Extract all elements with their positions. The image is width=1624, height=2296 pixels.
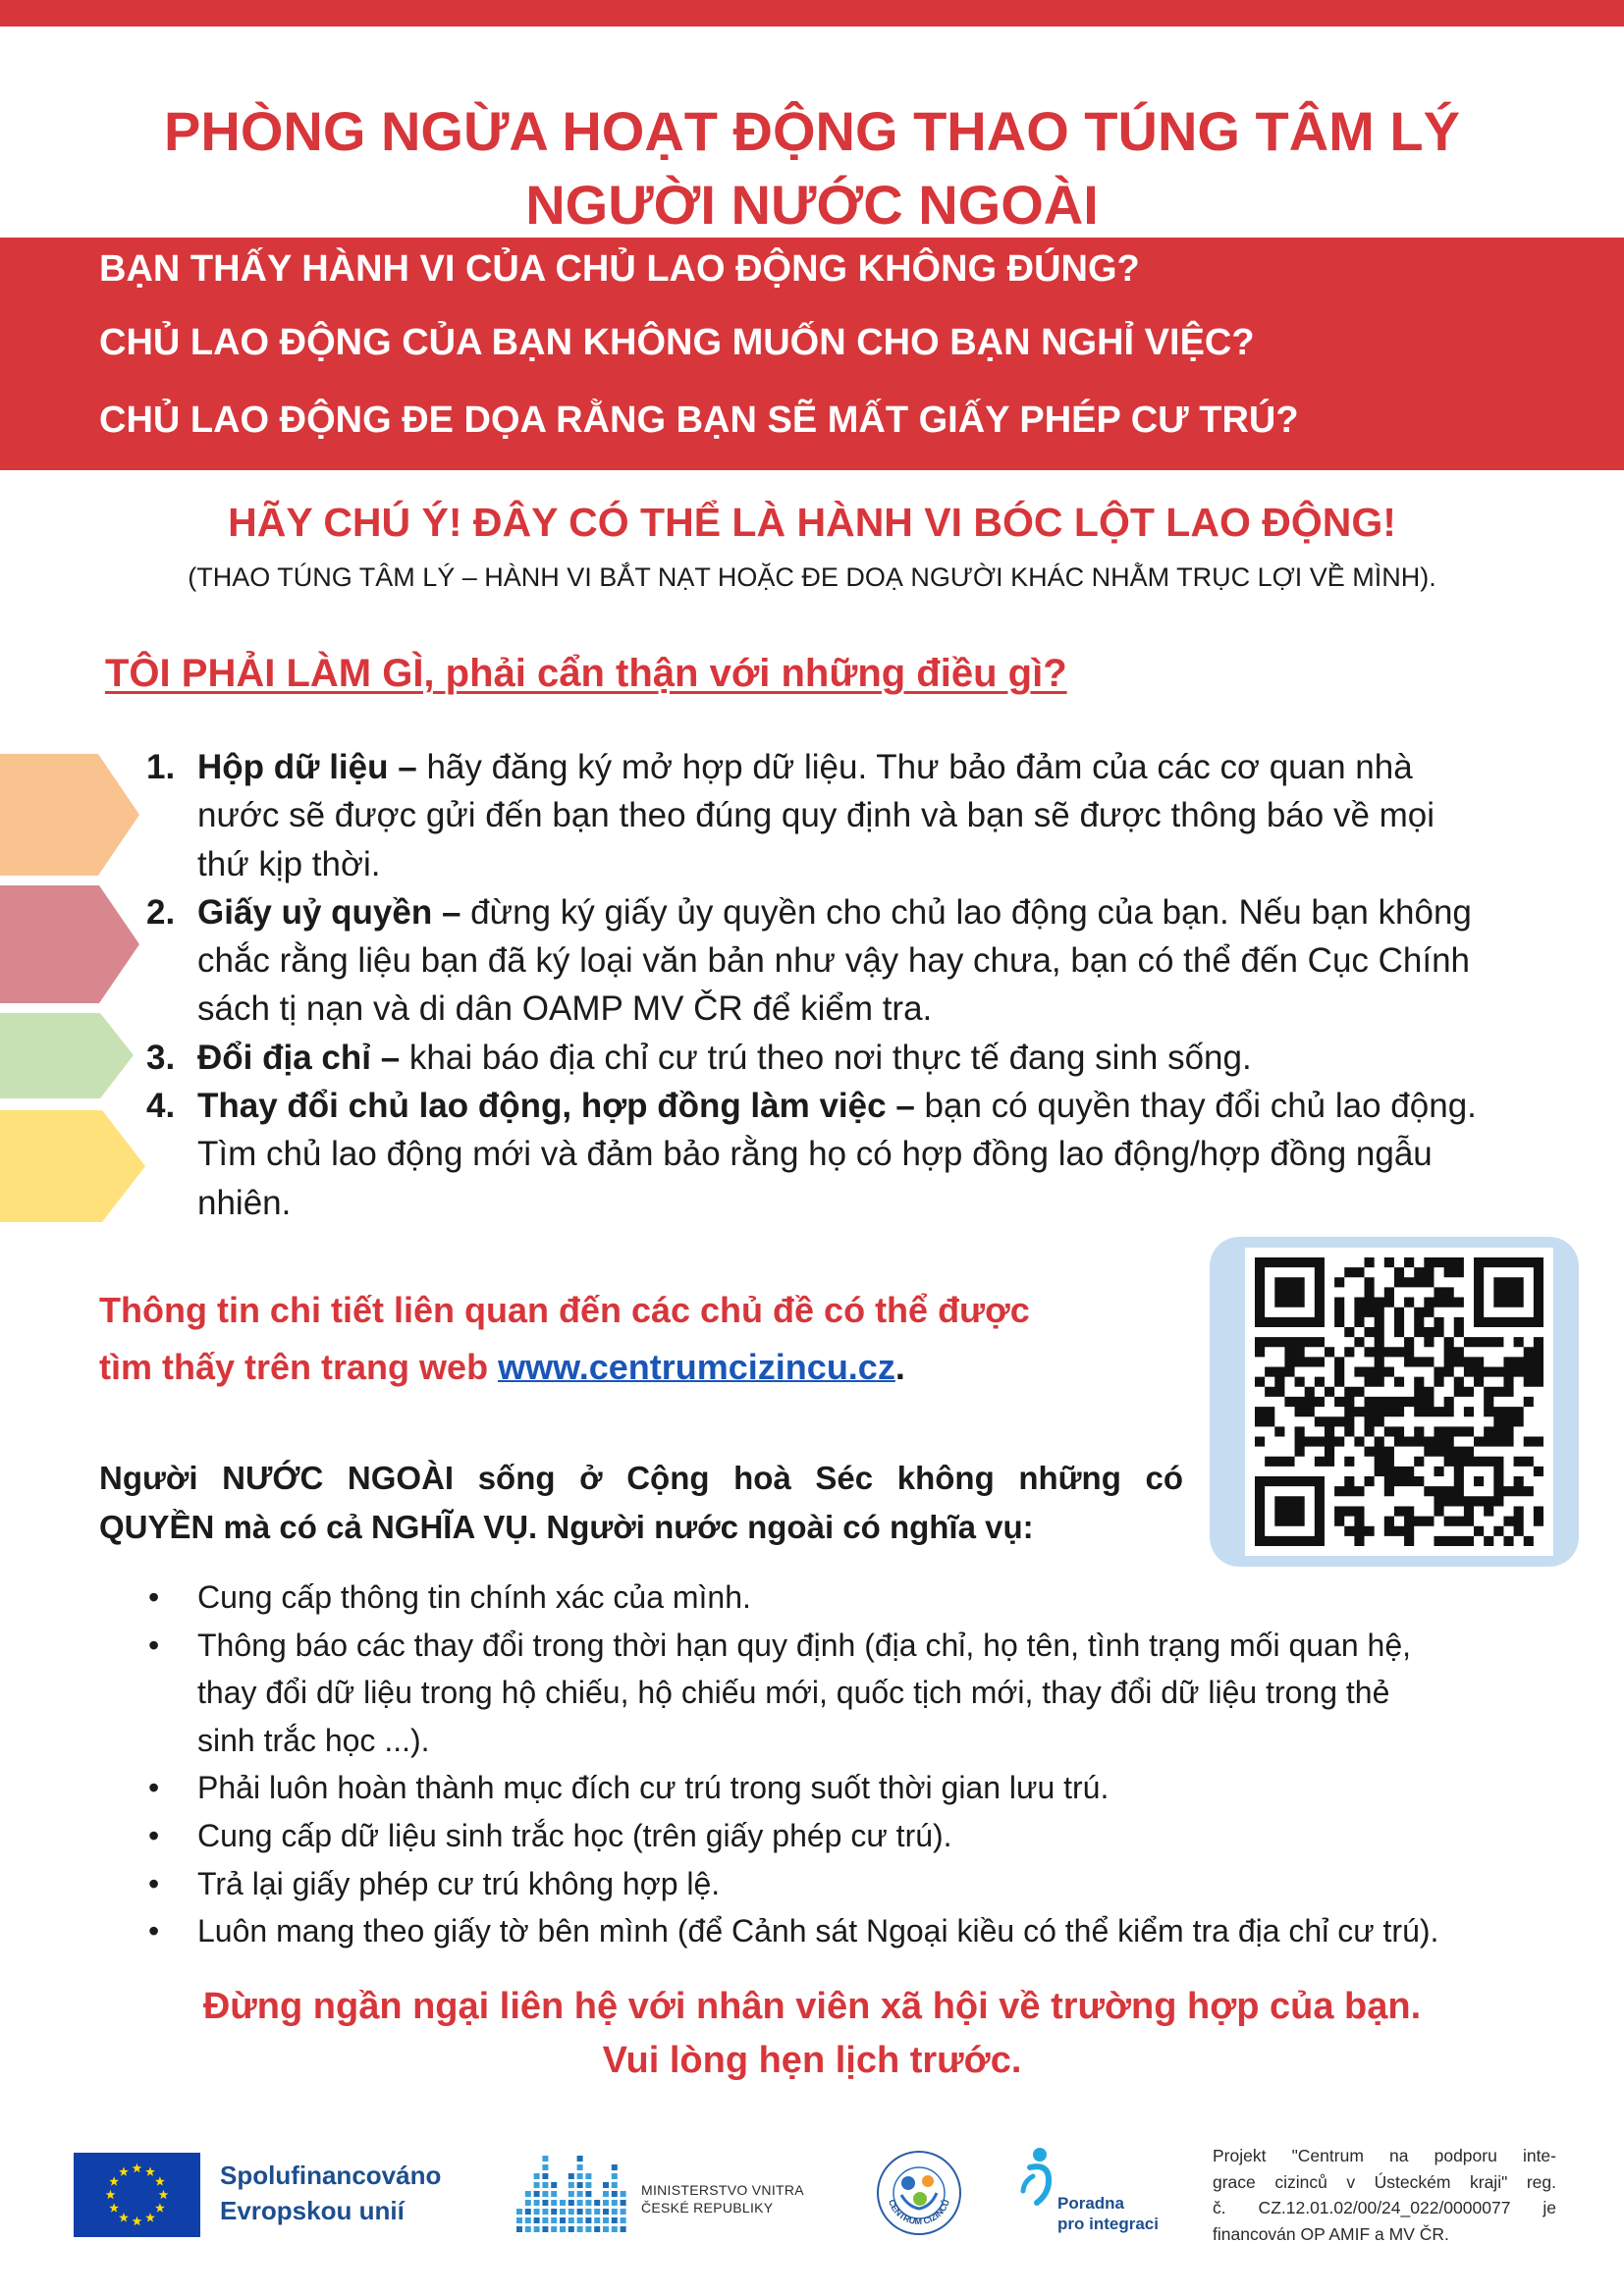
closing-message (0, 1980, 1624, 2088)
item-text: đừng ký giấy ủy quyền cho chủ lao động của bạn. Nếu bạn không (470, 892, 1472, 932)
item-text: bạn có quyền thay đổi chủ lao động. (924, 1087, 1477, 1126)
question-2: CHỦ LAO ĐỘNG CỦA BẠN KHÔNG MUỐN CHO BẠN NGHỈ VIỆC? (99, 322, 1255, 363)
project-line: financován OP AMIF a MV ČR. (1213, 2224, 1449, 2245)
poradna-person-icon (1018, 2146, 1059, 2207)
warning-headline: HÃY CHÚ Ý! ĐÂY CÓ THỂ LÀ HÀNH VI BÓC LỘT LAO ĐỘNG! (228, 500, 1396, 545)
eu-flag-logo (74, 2153, 200, 2237)
poradna-logo-text (1057, 2193, 1195, 2234)
what-to-do-heading: TÔI PHẢI LÀM GÌ, phải cẩn thận với những điều gì? (105, 652, 1067, 695)
bullet-line: thay đổi dữ liệu trong hộ chiếu, hộ chiếu mới, quốc tịch mới, thay đổi dữ liệu trong thẻ (197, 1675, 1390, 1711)
list-item (146, 743, 1527, 888)
item-line (197, 1082, 1527, 1130)
bullet-item (146, 1764, 1527, 1812)
item-line (197, 743, 1527, 791)
bullet-line: • Trả lại giấy phép cư trú không hợp lệ. (197, 1865, 721, 1901)
project-line: Projekt "Centrum na podporu inte- (1213, 2146, 1556, 2165)
item-line: sách tị nạn và di dân OAMP MV ČR để kiểm tra. (197, 989, 933, 1029)
eu-cofinance-text (220, 2158, 485, 2228)
website-link[interactable]: www.centrumcizincu.cz (498, 1347, 895, 1387)
page-title (0, 94, 1624, 241)
item-label: Đổi địa chỉ – (197, 1038, 401, 1077)
item-line: thứ kịp thời. (197, 844, 381, 883)
question-1: BẠN THẤY HÀNH VI CỦA CHỦ LAO ĐỘNG KHÔNG ĐÚNG? (99, 248, 1140, 290)
closing-line-2: Vui lòng hẹn lịch trước. (602, 2040, 1022, 2081)
top-color-bar (0, 0, 1624, 27)
item-text: hãy đăng ký mở hợp dữ liệu. Thư bảo đảm của các cơ quan nhà (426, 748, 1413, 786)
title-line-1: PHÒNG NGỪA HOẠT ĐỘNG THAO TÚNG TÂM LÝ (164, 100, 1460, 162)
intro-line: Người NƯỚC NGOÀI sống ở Cộng hoà Séc không những có (99, 1460, 1183, 1496)
item-markers (0, 0, 157, 1276)
centrum-cizincu-logo (876, 2150, 962, 2236)
bullet-item (146, 1812, 1527, 1860)
what-to-do-list (146, 743, 1527, 1227)
bullet-line: • Thông báo các thay đổi trong thời hạn quy định (địa chỉ, họ tên, tình trạng mối quan hệ, (197, 1627, 1412, 1663)
list-item (146, 1034, 1527, 1082)
eu-text-line-2: Evropskou unií (220, 2196, 405, 2225)
question-band (0, 238, 1624, 470)
item-line: nhiên. (197, 1183, 292, 1222)
centrum-logo-lettering: CENTRUM CIZINCŮ (887, 2198, 951, 2227)
bullet-line: • Luôn mang theo giấy tờ bên mình (để Cảnh sát Ngoại kiều có thể kiểm tra địa chỉ cư trú). (197, 1913, 1439, 1949)
item-label: Hộp dữ liệu – (197, 748, 417, 786)
question-3: CHỦ LAO ĐỘNG ĐE DỌA RẰNG BẠN SẼ MẤT GIẤY PHÉP CƯ TRÚ? (99, 400, 1299, 441)
item-number: 3. (146, 1038, 176, 1077)
closing-line-1: Đừng ngần ngại liên hệ với nhân viên xã hội về trường hợp của bạn. (202, 1986, 1422, 2027)
warning-note: (THAO TÚNG TÂM LÝ – HÀNH VI BẮT NẠT HOẶC ĐE DOẠ NGƯỜI KHÁC NHẰM TRỤC LỢI VỀ MÌNH). (188, 562, 1436, 592)
list-item (146, 1082, 1527, 1227)
info-period: . (894, 1347, 905, 1387)
info-text: tìm thấy trên trang web (99, 1347, 489, 1387)
qr-modules (1255, 1257, 1543, 1546)
info-line (99, 1339, 1189, 1396)
project-line: grace cizinců v Ústeckém kraji" reg. (1213, 2171, 1556, 2192)
marker-arrow-3 (0, 1013, 134, 1098)
project-line: č. CZ.12.01.02/00/24_022/0000077 je (1213, 2198, 1556, 2218)
poradna-line-2: pro integraci (1057, 2215, 1159, 2233)
ministry-line-2: ČESKÉ REPUBLIKY (641, 2200, 774, 2216)
eu-text-line-1: Spolufinancováno (220, 2161, 442, 2190)
bullet-item (146, 1622, 1527, 1765)
marker-arrow-4 (0, 1110, 145, 1222)
info-line: Thông tin chi tiết liên quan đến các chủ đề có thể được (99, 1290, 1030, 1330)
item-line: Tìm chủ lao động mới và đảm bảo rằng họ có hợp đồng lao động/hợp đồng ngẫu (197, 1135, 1433, 1174)
marker-arrow-2 (0, 885, 139, 1003)
item-number: 4. (146, 1087, 176, 1126)
project-funding-note (1213, 2143, 1556, 2248)
ministry-logo-text (641, 2181, 838, 2216)
intro-line: QUYỀN mà có cả NGHĨA VỤ. Người nước ngoài có nghĩa vụ: (99, 1509, 1034, 1545)
bullet-line: • Phải luôn hoàn thành mục đích cư trú trong suốt thời gian lưu trú. (197, 1770, 1110, 1806)
item-line: chắc rằng liệu bạn đã ký loại văn bản như vậy hay chưa, bạn có thể đến Cục Chính (197, 941, 1471, 981)
item-label: Thay đổi chủ lao động, hợp đồng làm việc – (197, 1087, 915, 1126)
item-line (197, 1034, 1527, 1082)
list-item (146, 888, 1527, 1034)
item-line: nước sẽ được gửi đến bạn theo đúng quy định và bạn sẽ được thông báo về mọi (197, 796, 1435, 835)
item-number: 2. (146, 892, 176, 932)
bullet-item (146, 1574, 1527, 1622)
obligations-list (146, 1574, 1527, 1955)
title-line-2: NGƯỜI NƯỚC NGOÀI (525, 174, 1099, 236)
ministry-line-1: MINISTERSTVO VNITRA (641, 2182, 804, 2198)
item-line (197, 888, 1527, 936)
bullet-line: • Cung cấp thông tin chính xác của mình. (197, 1579, 751, 1615)
qr-code[interactable] (1255, 1257, 1543, 1546)
item-text: khai báo địa chỉ cư trú theo nơi thực tế đang sinh sống. (408, 1038, 1252, 1077)
bullet-item (146, 1860, 1527, 1908)
bullet-item (146, 1907, 1527, 1955)
item-number: 1. (146, 748, 176, 786)
bullet-line: • Cung cấp dữ liệu sinh trắc học (trên giấy phép cư trú). (197, 1817, 952, 1853)
poradna-line-1: Poradna (1057, 2194, 1125, 2213)
obligations-intro (99, 1454, 1183, 1552)
bullet-line: sinh trắc học ...). (197, 1722, 430, 1758)
marker-arrow-1 (0, 754, 139, 876)
item-label: Giấy uỷ quyền – (197, 892, 461, 932)
ministry-logo-mark (515, 2153, 629, 2235)
info-paragraph (99, 1282, 1189, 1396)
